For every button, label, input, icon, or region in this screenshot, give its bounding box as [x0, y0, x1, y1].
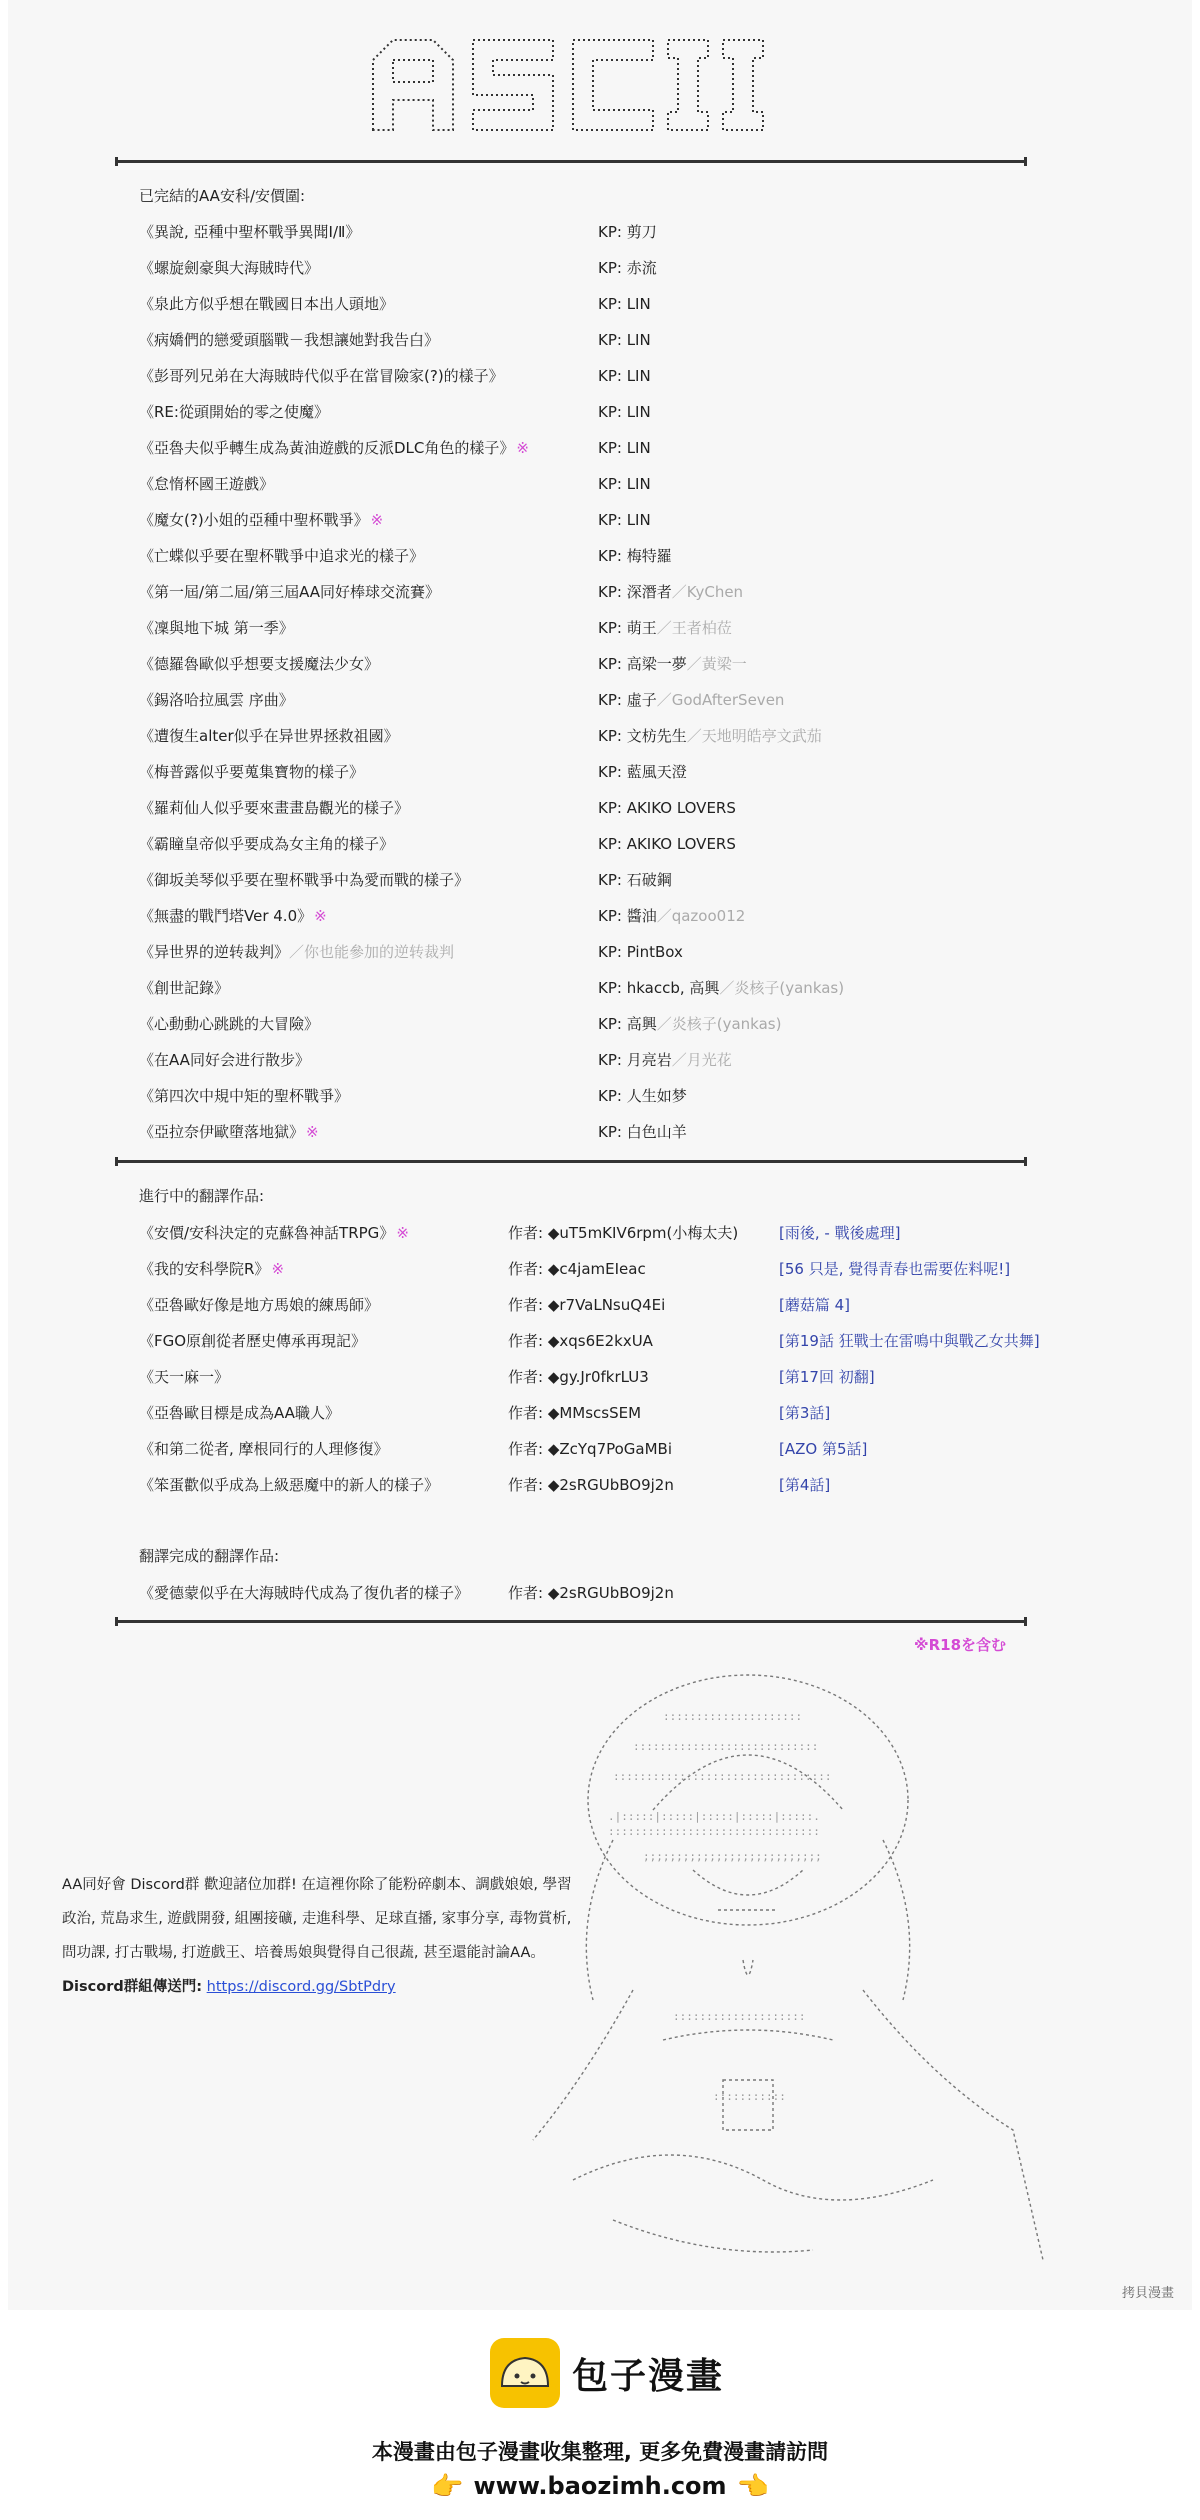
work-title	[139, 688, 294, 712]
footer-logo-text: 包子漫畫	[572, 2356, 725, 2397]
r18-star: ※	[396, 1224, 409, 1242]
kp-name	[598, 688, 784, 712]
work-title	[139, 328, 439, 352]
work-title-text: 《第四次中規中矩的聖杯戰爭》	[139, 1087, 350, 1105]
kp-extra: ／王者柏莅	[656, 619, 732, 637]
kp-name	[598, 1012, 781, 1036]
work-title	[139, 472, 274, 496]
work-title	[139, 508, 383, 532]
work-title	[139, 400, 329, 424]
kp-name	[598, 724, 822, 748]
kp-text: KP: 醬油	[598, 907, 657, 925]
kp-text: KP: 石破鋼	[598, 871, 672, 889]
work-title	[139, 1401, 340, 1425]
kp-extra: ／天地明皓亭文武茄	[686, 727, 822, 745]
work-title	[139, 1012, 319, 1036]
work-title-text: 《笨蛋歡似乎成為上級惡魔中的新人的樣子》	[139, 1476, 440, 1494]
kp-text: KP: LIN	[598, 439, 651, 457]
work-title-extra: ／你也能參加的逆转裁判	[289, 943, 455, 961]
work-title	[139, 436, 529, 460]
work-title-text: 《錫洛哈拉風雲 序曲》	[139, 691, 294, 709]
work-title-text: 《怠惰杯國王遊戲》	[139, 475, 275, 493]
status-link[interactable]: [雨後, - 戰後處理]	[779, 1224, 901, 1242]
work-title-text: 《創世記錄》	[139, 979, 230, 997]
work-title-text: 《FGO原創從者歷史傳承再現記》	[139, 1332, 367, 1350]
work-title	[139, 1221, 409, 1245]
work-title	[139, 1329, 366, 1353]
work-title-text: 《在AA同好会进行散步》	[139, 1051, 310, 1069]
bun-icon	[490, 2338, 560, 2408]
corner-watermark: 拷貝漫畫	[1121, 2286, 1174, 2301]
kp-text: KP: hkaccb, 高興	[598, 979, 720, 997]
kp-text: KP: 赤流	[598, 259, 657, 277]
kp-extra: ／炎核子(yankas)	[656, 1015, 782, 1033]
work-title	[139, 904, 327, 928]
work-title	[139, 1473, 439, 1497]
work-title-text: 《亞魯夫似乎轉生成為黃油遊戲的反派DLC角色的樣子》	[139, 439, 515, 457]
svg-text:::::::::::::::::::::::::::::::: ::::::::::::::::::::::::::::::::	[608, 1825, 820, 1838]
work-title-text: 《和第二從者, 摩根同行的人理修復》	[139, 1440, 389, 1458]
work-title	[139, 220, 360, 244]
kp-name	[598, 292, 651, 316]
svg-text:::::::::::::::::::::::::::::: ::::::::::::::::::::::::::::	[633, 1740, 819, 1753]
kp-text: KP: AKIKO LOVERS	[598, 835, 736, 853]
svg-text:::::::::::::::::::::: ::::::::::::::::::::	[673, 2010, 806, 2023]
work-title	[139, 1120, 319, 1144]
work-title-text: 《異說, 亞種中聖杯戰爭異聞Ⅰ/Ⅱ》	[139, 223, 361, 241]
kp-text: KP: 文枋先生	[598, 727, 687, 745]
status-link[interactable]: [AZO 第5話]	[779, 1440, 868, 1458]
kp-text: KP: 人生如梦	[598, 1087, 687, 1105]
kp-text: KP: 剪刀	[598, 223, 657, 241]
kp-text: KP: 月亮岩	[598, 1051, 672, 1069]
work-title	[139, 832, 394, 856]
work-title	[139, 724, 399, 748]
work-title	[139, 1365, 229, 1389]
r18-note: ※R18を含む	[914, 1636, 1007, 1654]
divider	[115, 1620, 1027, 1623]
pointing-hand-icon: 👉	[431, 2472, 464, 2502]
kp-text: KP: 梅特羅	[598, 547, 672, 565]
work-title	[139, 940, 454, 964]
footer-url-row	[0, 2472, 1200, 2502]
kp-text: KP: 高梁一夢	[598, 655, 687, 673]
kp-name	[598, 220, 657, 244]
kp-text: KP: 深潛者	[598, 583, 672, 601]
work-title-text: 《魔女(?)小姐的亞種中聖杯戰爭》	[139, 511, 369, 529]
kp-text: KP: 虛子	[598, 691, 657, 709]
work-title-text: 《無盡的戰鬥塔Ver 4.0》	[139, 907, 313, 925]
author: 作者: ◆MMscsSEM	[508, 1404, 642, 1422]
kp-extra: ／炎核子(yankas)	[719, 979, 845, 997]
discord-text: AA同好會 Discord群 歡迎諸位加群! 在這裡你除了能粉碎劇本、調戲娘娘, 學習政治, 荒島求生, 遊戲開發, 組團接礦, 走進科學、足球直播, 家事分享, 毒物賞析, 問功課, 打古戰場, 打遊戲王、培養馬娘與覺得自己很蔬, 甚至還能討論AA。	[62, 1877, 572, 1961]
discord-link[interactable]: https://discord.gg/SbtPdry	[206, 1979, 396, 1995]
work-title-text: 《异世界的逆转裁判》	[139, 943, 290, 961]
kp-name	[598, 1084, 687, 1108]
work-title	[139, 1293, 379, 1317]
finished-heading: 翻譯完成的翻譯作品:	[139, 1547, 280, 1565]
pointing-hand-icon: 👈	[736, 2472, 769, 2502]
work-title-text: 《亞魯歐好像是地方馬娘的練馬師》	[139, 1296, 380, 1314]
kp-name	[598, 400, 651, 424]
author: 作者: ◆gy.Jr0fkrLU3	[508, 1368, 649, 1386]
work-title-text: 《病嬌們的戀愛頭腦戰－我想讓她對我告白》	[139, 331, 440, 349]
work-title	[139, 1581, 469, 1605]
author: 作者: ◆r7VaLNsuQ4Ei	[508, 1296, 666, 1314]
kp-extra: ／黃梁一	[686, 655, 747, 673]
work-title-text: 《愛德蒙似乎在大海賊時代成為了復仇者的樣子》	[139, 1584, 470, 1602]
kp-text: KP: LIN	[598, 331, 651, 349]
work-title	[139, 1437, 389, 1461]
work-title-text: 《亡蝶似乎要在聖杯戰爭中追求光的樣子》	[139, 547, 425, 565]
kp-text: KP: 白色山羊	[598, 1123, 687, 1141]
work-title	[139, 976, 229, 1000]
kp-text: KP: 高興	[598, 1015, 657, 1033]
work-title-text: 《德羅魯歐似乎想要支援魔法少女》	[139, 655, 380, 673]
divider	[115, 160, 1027, 163]
svg-text::::::::::::::::::::::: :::::::::::::::::::::	[663, 1710, 803, 1723]
kp-extra: ／qazoo012	[656, 907, 746, 925]
work-title	[139, 652, 379, 676]
discord-link-row	[62, 1970, 582, 2004]
kp-text: KP: PintBox	[598, 943, 683, 961]
kp-name	[598, 580, 743, 604]
kp-name	[598, 1048, 732, 1072]
footer	[0, 2320, 1200, 2520]
work-title-text: 《霸瞳皇帝似乎要成為女主角的樣子》	[139, 835, 395, 853]
work-title	[139, 1084, 349, 1108]
status-link[interactable]: [蘑菇篇 4]	[779, 1296, 851, 1314]
kp-name	[598, 904, 745, 928]
work-title-text: 《泉此方似乎想在戰國日本出人頭地》	[139, 295, 395, 313]
manga-page	[8, 0, 1192, 2310]
ascii-title-art	[363, 30, 773, 140]
work-title	[139, 292, 394, 316]
kp-text: KP: LIN	[598, 511, 651, 529]
kp-name	[598, 328, 651, 352]
kp-text: KP: AKIKO LOVERS	[598, 799, 736, 817]
kp-name	[598, 364, 651, 388]
status-link[interactable]: [56 只是, 覺得青春也需要佐料呢!]	[779, 1260, 1011, 1278]
author: 作者: ◆c4jamEIeac	[508, 1260, 646, 1278]
author: 作者: ◆2sRGUbBO9j2n	[508, 1584, 674, 1602]
work-title-text: 《亞拉奈伊歐墮落地獄》	[139, 1123, 305, 1141]
svg-text:::::::::::::::::::::::::::::::: :::::::::::::::::::::::::::::::::	[613, 1770, 832, 1783]
status-link[interactable]: [第3話]	[779, 1404, 831, 1422]
kp-name	[598, 832, 736, 856]
work-title	[139, 256, 319, 280]
svg-text:.|:::::|:::::|:::::|:::::|::::: .|:::::|:::::|:::::|:::::|:::::.	[608, 1810, 820, 1823]
kp-name	[598, 976, 844, 1000]
kp-name	[598, 868, 672, 892]
kp-name	[598, 652, 747, 676]
kp-text: KP: LIN	[598, 475, 651, 493]
footer-url[interactable]: www.baozimh.com	[473, 2472, 727, 2500]
ongoing-heading: 進行中的翻譯作品:	[139, 1187, 265, 1205]
kp-name	[598, 544, 672, 568]
work-title-text: 《RE:從頭開始的零之使魔》	[139, 403, 329, 421]
kp-name	[598, 616, 732, 640]
r18-star: ※	[516, 439, 529, 457]
aa-art-figure	[513, 1660, 1073, 2290]
work-title-text: 《御坂美琴似乎要在聖杯戰爭中為愛而戰的樣子》	[139, 871, 470, 889]
work-title	[139, 796, 409, 820]
work-title-text: 《安價/安科決定的克蘇魯神話TRPG》	[139, 1224, 395, 1242]
work-title-text: 《心動動心跳跳的大冒險》	[139, 1015, 320, 1033]
work-title-text: 《羅莉仙人似乎要來畫畫島觀光的樣子》	[139, 799, 410, 817]
work-title	[139, 868, 469, 892]
kp-name	[598, 940, 683, 964]
kp-extra: ／月光花	[671, 1051, 732, 1069]
work-title-text: 《我的安科學院R》	[139, 1260, 270, 1278]
work-title	[139, 616, 294, 640]
footer-notice: 本漫畫由包子漫畫收集整理, 更多免費漫畫請訪問	[371, 2440, 829, 2464]
work-title-text: 《梅普露似乎要蒐集寶物的樣子》	[139, 763, 365, 781]
work-title	[139, 760, 364, 784]
kp-name	[598, 760, 687, 784]
work-title	[139, 544, 424, 568]
kp-text: KP: 藍風天澄	[598, 763, 687, 781]
kp-name	[598, 508, 651, 532]
divider	[115, 1160, 1027, 1163]
r18-star: ※	[306, 1123, 319, 1141]
kp-name	[598, 256, 657, 280]
work-title	[139, 1257, 284, 1281]
work-title-text: 《亞魯歐目標是成為AA職人》	[139, 1404, 340, 1422]
discord-info	[62, 1868, 582, 2004]
kp-text: KP: LIN	[598, 295, 651, 313]
status-link[interactable]: [第19話 狂戰士在雷鳴中與戰乙女共舞]	[779, 1332, 1040, 1350]
kp-text: KP: LIN	[598, 367, 651, 385]
kp-name	[598, 472, 651, 496]
work-title	[139, 1048, 310, 1072]
work-title-text: 《天一麻一》	[139, 1368, 230, 1386]
work-title-text: 《第一屆/第二屆/第三屆AA同好棒球交流賽》	[139, 583, 441, 601]
status-link[interactable]: [第17回 初翻]	[779, 1368, 875, 1386]
kp-text: KP: LIN	[598, 403, 651, 421]
discord-label: Discord群組傳送門:	[62, 1979, 203, 1995]
author: 作者: ◆ZcYq7PoGaMBi	[508, 1440, 673, 1458]
r18-star: ※	[271, 1260, 285, 1278]
completed-heading: 已完結的AA安科/安價圍:	[139, 187, 306, 205]
kp-text: KP: 萌王	[598, 619, 657, 637]
author: 作者: ◆xqs6E2kxUA	[508, 1332, 653, 1350]
kp-extra: ／GodAfterSeven	[656, 691, 785, 709]
kp-name	[598, 796, 736, 820]
kp-extra: ／KyChen	[671, 583, 744, 601]
svg-text::::::::::::: :::::::::::	[713, 2090, 786, 2103]
status-link[interactable]: [第4話]	[779, 1476, 831, 1494]
svg-text:;;;;;;;;;;;;;;;;;;;;;;;;;;;: ;;;;;;;;;;;;;;;;;;;;;;;;;;;	[643, 1850, 822, 1863]
work-title-text: 《螺旋劍豪與大海賊時代》	[139, 259, 320, 277]
work-title	[139, 580, 440, 604]
author: 作者: ◆2sRGUbBO9j2n	[508, 1476, 674, 1494]
work-title	[139, 364, 504, 388]
r18-star: ※	[314, 907, 327, 925]
work-title-text: 《遭復生alter似乎在异世界拯救祖國》	[139, 727, 399, 745]
work-title-text: 《凜與地下城 第一季》	[139, 619, 294, 637]
author: 作者: ◆uT5mKIV6rpm(小梅太夫)	[508, 1224, 739, 1242]
r18-star: ※	[370, 511, 384, 529]
work-title-text: 《彭哥列兄弟在大海賊時代似乎在當冒險家(?)的樣子》	[139, 367, 504, 385]
kp-name	[598, 1120, 687, 1144]
kp-name	[598, 436, 651, 460]
